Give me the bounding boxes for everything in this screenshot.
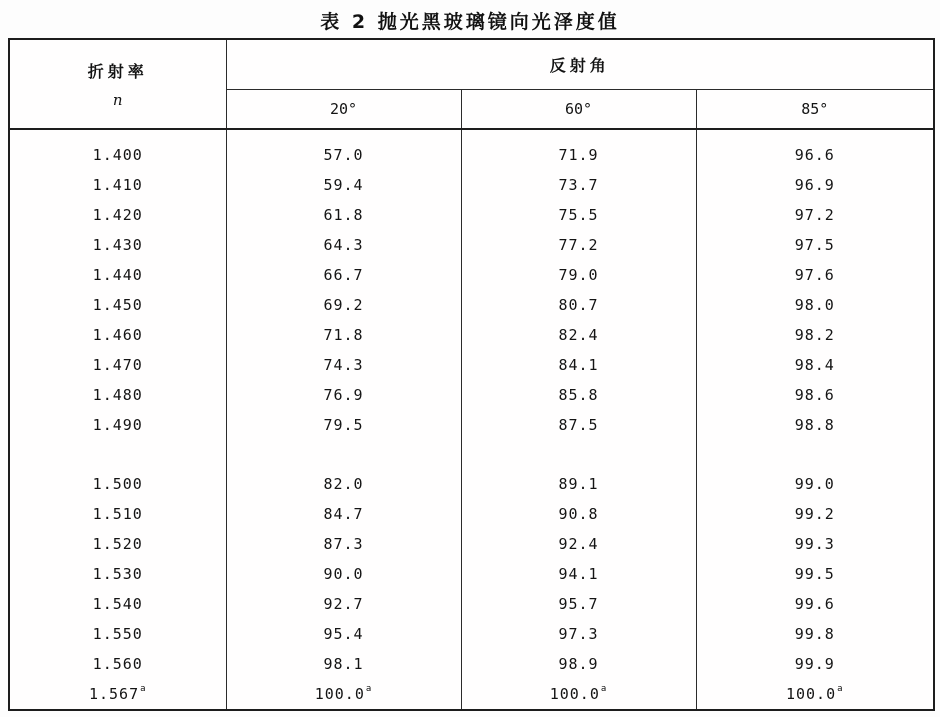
cell-value: 99.5 xyxy=(794,565,835,583)
cell-value: 1.530 xyxy=(92,565,143,583)
cell-value: 1.400 xyxy=(92,146,143,164)
table-row xyxy=(9,410,934,440)
refractive-index-cell xyxy=(9,619,226,649)
footnote-marker: a xyxy=(365,684,373,694)
table-title: 表 2 抛光黑玻璃镜向光泽度值 xyxy=(320,11,620,33)
table-row xyxy=(9,230,934,260)
cell-value: 85.8 xyxy=(558,386,599,404)
cell-value: 99.0 xyxy=(794,475,835,493)
cell-value: 96.6 xyxy=(794,146,835,164)
empty-cell xyxy=(696,440,934,469)
cell-value: 79.5 xyxy=(323,416,364,434)
cell-value: 1.540 xyxy=(92,595,143,613)
gloss-60-cell xyxy=(461,649,696,679)
cell-value: 92.4 xyxy=(558,535,599,553)
cell-value: 82.4 xyxy=(558,326,599,344)
empty-cell xyxy=(9,440,226,469)
table-row xyxy=(9,499,934,529)
angle-20-header: 20° xyxy=(226,89,461,129)
header-row-group xyxy=(9,39,934,89)
cell-value: 1.410 xyxy=(92,176,143,194)
gloss-85-cell xyxy=(696,320,934,350)
cell-value: 59.4 xyxy=(323,176,364,194)
cell-value: 1.460 xyxy=(92,326,143,344)
cell-value: 1.420 xyxy=(92,206,143,224)
gloss-60-cell xyxy=(461,469,696,499)
gloss-60-cell xyxy=(461,320,696,350)
cell-value: 1.470 xyxy=(92,356,143,374)
table-row xyxy=(9,170,934,200)
gloss-85-cell xyxy=(696,230,934,260)
gloss-85-cell xyxy=(696,559,934,589)
cell-value: 76.9 xyxy=(323,386,364,404)
gloss-60-cell xyxy=(461,589,696,619)
table-row xyxy=(9,559,934,589)
cell-value: 96.9 xyxy=(794,176,835,194)
cell-value: 79.0 xyxy=(558,266,599,284)
footnote-marker: a xyxy=(600,684,608,694)
angle-60-header: 60° xyxy=(461,89,696,129)
cell-value: 90.0 xyxy=(323,565,364,583)
cell-value: 80.7 xyxy=(558,296,599,314)
cell-value: 75.5 xyxy=(558,206,599,224)
gloss-85-cell xyxy=(696,260,934,290)
gloss-table xyxy=(8,38,935,711)
gloss-60-cell xyxy=(461,679,696,710)
gloss-20-cell xyxy=(226,230,461,260)
cell-value: 98.6 xyxy=(794,386,835,404)
gloss-85-cell xyxy=(696,589,934,619)
spacer-row xyxy=(9,440,934,469)
cell-value: 100.0 xyxy=(785,685,837,703)
cell-value: 98.9 xyxy=(558,655,599,673)
gloss-60-cell xyxy=(461,230,696,260)
cell-value: 99.2 xyxy=(794,505,835,523)
cell-value: 1.500 xyxy=(92,475,143,493)
gloss-20-cell xyxy=(226,649,461,679)
footnote-marker: a xyxy=(837,684,844,694)
gloss-60-cell xyxy=(461,200,696,230)
cell-value: 64.3 xyxy=(323,236,364,254)
gloss-20-cell xyxy=(226,469,461,499)
gloss-60-cell xyxy=(461,350,696,380)
gloss-20-cell xyxy=(226,499,461,529)
cell-value: 89.1 xyxy=(558,475,599,493)
cell-value: 92.7 xyxy=(323,595,364,613)
gloss-60-cell xyxy=(461,529,696,559)
gloss-60-cell xyxy=(461,499,696,529)
refractive-index-cell xyxy=(9,469,226,499)
cell-value: 95.4 xyxy=(323,625,364,643)
cell-value: 99.9 xyxy=(794,655,835,673)
cell-value: 97.6 xyxy=(794,266,835,284)
gloss-60-cell xyxy=(461,410,696,440)
cell-value: 1.440 xyxy=(92,266,143,284)
gloss-20-cell xyxy=(226,529,461,559)
cell-value: 100.0 xyxy=(314,685,365,703)
cell-value: 77.2 xyxy=(558,236,599,254)
table-row xyxy=(9,649,934,679)
cell-value: 1.490 xyxy=(92,416,143,434)
gloss-20-cell xyxy=(226,350,461,380)
refractive-index-header xyxy=(9,39,226,129)
cell-value: 71.9 xyxy=(558,146,599,164)
empty-cell xyxy=(226,440,461,469)
footnote-marker: a xyxy=(140,684,147,694)
table-row xyxy=(9,350,934,380)
table-row xyxy=(9,619,934,649)
refractive-index-cell xyxy=(9,230,226,260)
cell-value: 97.2 xyxy=(794,206,835,224)
refractive-index-cell xyxy=(9,679,226,710)
gloss-20-cell xyxy=(226,290,461,320)
table-row xyxy=(9,679,934,710)
cell-value: 84.1 xyxy=(558,356,599,374)
gloss-20-cell xyxy=(226,260,461,290)
cell-value: 98.0 xyxy=(794,296,835,314)
gloss-20-cell xyxy=(226,320,461,350)
gloss-20-cell xyxy=(226,170,461,200)
gloss-20-cell xyxy=(226,380,461,410)
gloss-20-cell xyxy=(226,559,461,589)
table-row xyxy=(9,469,934,499)
gloss-60-cell xyxy=(461,170,696,200)
gloss-85-cell xyxy=(696,619,934,649)
gloss-60-cell xyxy=(461,260,696,290)
cell-value: 69.2 xyxy=(323,296,364,314)
table-row xyxy=(9,260,934,290)
cell-value: 87.5 xyxy=(558,416,599,434)
cell-value: 97.5 xyxy=(794,236,835,254)
table-body xyxy=(9,129,934,710)
cell-value: 1.430 xyxy=(92,236,143,254)
gloss-60-cell xyxy=(461,129,696,170)
cell-value: 74.3 xyxy=(323,356,364,374)
gloss-60-cell xyxy=(461,290,696,320)
cell-value: 97.3 xyxy=(558,625,599,643)
refractive-index-cell xyxy=(9,410,226,440)
cell-value: 1.450 xyxy=(92,296,143,314)
cell-value: 66.7 xyxy=(323,266,364,284)
cell-value: 1.520 xyxy=(92,535,143,553)
gloss-20-cell xyxy=(226,200,461,230)
refractive-index-cell xyxy=(9,170,226,200)
cell-value: 98.4 xyxy=(794,356,835,374)
cell-value: 95.7 xyxy=(558,595,599,613)
cell-value: 98.8 xyxy=(794,416,835,434)
refractive-index-cell xyxy=(9,260,226,290)
refractive-index-label: 折射率 xyxy=(87,62,148,81)
cell-value: 100.0 xyxy=(549,685,600,703)
refractive-index-cell xyxy=(9,499,226,529)
gloss-20-cell xyxy=(226,679,461,710)
table-row xyxy=(9,380,934,410)
refractive-index-cell xyxy=(9,320,226,350)
cell-value: 99.6 xyxy=(794,595,835,613)
refractive-index-cell xyxy=(9,589,226,619)
refractive-index-cell xyxy=(9,559,226,589)
table-row xyxy=(9,290,934,320)
cell-value: 82.0 xyxy=(323,475,364,493)
refractive-index-symbol: n xyxy=(112,91,123,109)
cell-value: 61.8 xyxy=(323,206,364,224)
gloss-20-cell xyxy=(226,410,461,440)
gloss-85-cell xyxy=(696,649,934,679)
refractive-index-cell xyxy=(9,350,226,380)
cell-value: 87.3 xyxy=(323,535,364,553)
gloss-20-cell xyxy=(226,129,461,170)
table-header xyxy=(9,39,934,129)
refractive-index-cell xyxy=(9,129,226,170)
gloss-85-cell xyxy=(696,499,934,529)
cell-value: 71.8 xyxy=(323,326,364,344)
cell-value: 94.1 xyxy=(558,565,599,583)
cell-value: 84.7 xyxy=(323,505,364,523)
cell-value: 73.7 xyxy=(558,176,599,194)
cell-value: 1.567 xyxy=(88,685,140,703)
gloss-85-cell xyxy=(696,529,934,559)
gloss-85-cell xyxy=(696,380,934,410)
gloss-60-cell xyxy=(461,380,696,410)
cell-value: 1.560 xyxy=(92,655,143,673)
gloss-85-cell xyxy=(696,129,934,170)
empty-cell xyxy=(461,440,696,469)
gloss-85-cell xyxy=(696,679,934,710)
gloss-60-cell xyxy=(461,619,696,649)
refractive-index-cell xyxy=(9,290,226,320)
gloss-85-cell xyxy=(696,200,934,230)
cell-value: 1.510 xyxy=(92,505,143,523)
cell-value: 1.480 xyxy=(92,386,143,404)
cell-value: 99.3 xyxy=(794,535,835,553)
gloss-20-cell xyxy=(226,589,461,619)
cell-value: 57.0 xyxy=(323,146,364,164)
table-row xyxy=(9,129,934,170)
refractive-index-cell xyxy=(9,200,226,230)
refractive-index-cell xyxy=(9,649,226,679)
refractive-index-cell xyxy=(9,529,226,559)
gloss-60-cell xyxy=(461,559,696,589)
table-row xyxy=(9,200,934,230)
reflection-angle-group-header: 反射角 xyxy=(226,39,934,89)
cell-value: 99.8 xyxy=(794,625,835,643)
refractive-index-cell xyxy=(9,380,226,410)
gloss-85-cell xyxy=(696,170,934,200)
gloss-85-cell xyxy=(696,290,934,320)
cell-value: 90.8 xyxy=(558,505,599,523)
angle-85-header: 85° xyxy=(696,89,934,129)
gloss-20-cell xyxy=(226,619,461,649)
cell-value: 98.1 xyxy=(323,655,364,673)
cell-value: 98.2 xyxy=(794,326,835,344)
table-row xyxy=(9,529,934,559)
table-row xyxy=(9,589,934,619)
table-row xyxy=(9,320,934,350)
cell-value: 1.550 xyxy=(92,625,143,643)
gloss-85-cell xyxy=(696,410,934,440)
gloss-85-cell xyxy=(696,469,934,499)
gloss-85-cell xyxy=(696,350,934,380)
